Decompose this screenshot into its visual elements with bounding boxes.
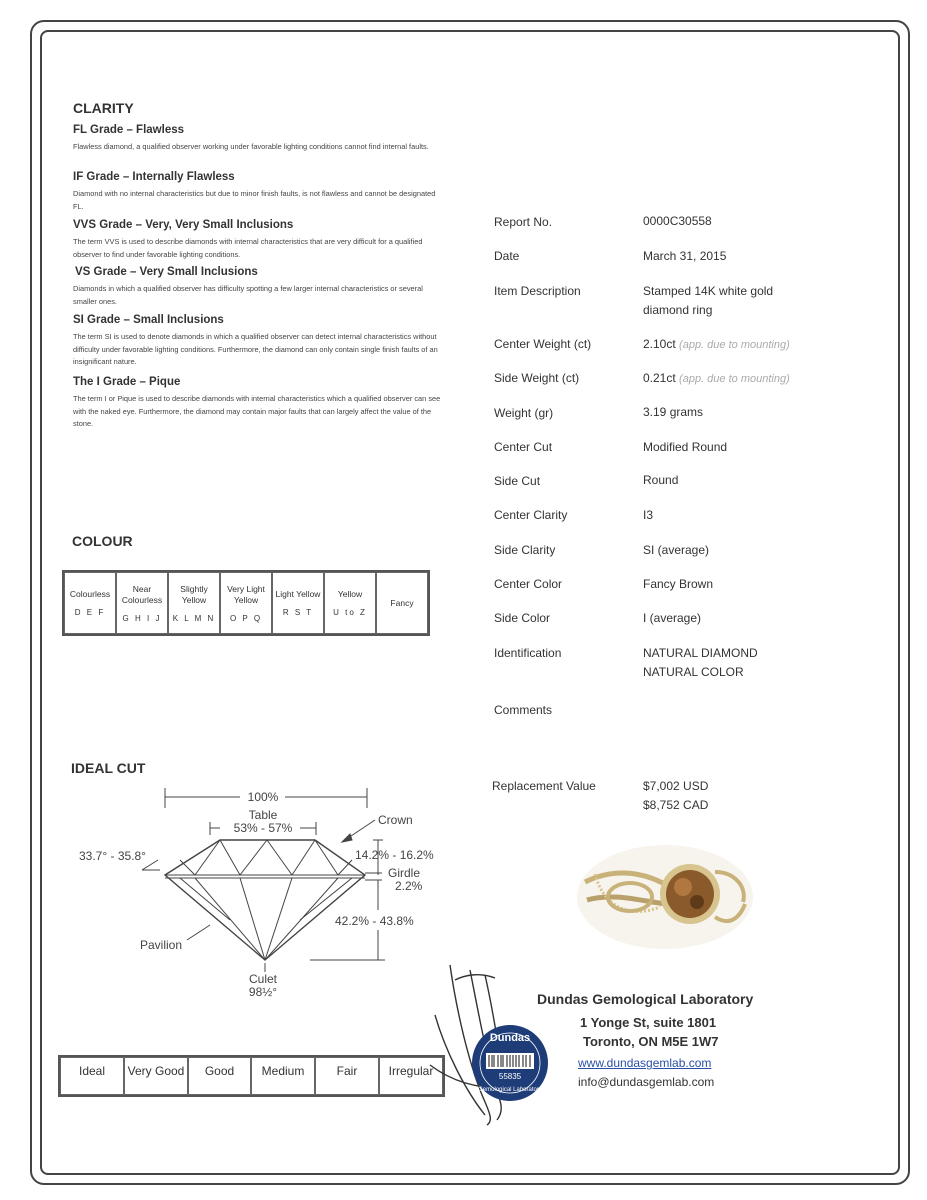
- report-label: Side Weight (ct): [494, 371, 580, 385]
- colour-name: Slightly Yellow: [180, 583, 208, 605]
- colour-scale-table: [62, 570, 430, 636]
- report-value: 3.19 grams: [643, 405, 704, 419]
- seal-top-text: Dundas: [489, 1032, 531, 1044]
- report-value: I (average): [643, 611, 702, 625]
- lab-website-link[interactable]: www.dundasgemlab.com: [578, 1056, 712, 1070]
- label-culet-angle: 98½°: [248, 985, 278, 999]
- clarity-grade-vs: VS Grade – Very Small Inclusions: [75, 266, 258, 278]
- label-culet: Culet: [248, 972, 278, 986]
- colour-letters: G H I J: [122, 613, 162, 623]
- colour-cell-slightly-yellow: [168, 572, 220, 634]
- cut-grade-good: Good: [188, 1057, 251, 1095]
- colour-name: Yellow: [337, 589, 363, 599]
- report-value: $7,002 USD: [643, 779, 709, 793]
- cut-grade-irregular: Irregular: [379, 1057, 443, 1095]
- report-label: Side Color: [494, 611, 551, 625]
- report-label: Side Cut: [494, 474, 541, 488]
- ideal-cut-title: IDEAL CUT: [71, 760, 146, 776]
- clarity-desc-vs: Diamonds in which a qualified observer has difficulty spotting a few larger internal characteristics or several smaller ones.: [73, 284, 423, 306]
- report-value: March 31, 2015: [643, 249, 727, 263]
- colour-letters: R S T: [282, 608, 314, 617]
- label-crown: Crown: [378, 813, 413, 827]
- report-value: 2.10ct: [643, 337, 676, 351]
- lab-name: Dundas Gemological Laboratory: [537, 991, 754, 1007]
- lab-address-line2: Toronto, ON M5E 1W7: [583, 1034, 719, 1049]
- report-value: 0000C30558: [643, 214, 712, 228]
- colour-name: Near Colourless: [121, 583, 163, 605]
- colour-letters: U to Z: [333, 608, 367, 617]
- label-pavilion: Pavilion: [140, 938, 183, 952]
- report-value: Fancy Brown: [643, 577, 714, 591]
- report-value: Round: [643, 473, 679, 487]
- clarity-title: CLARITY: [73, 100, 134, 116]
- clarity-grade-fl: FL Grade – Flawless: [73, 124, 185, 136]
- label-table: Table: [248, 808, 278, 822]
- clarity-grade-vvs: VVS Grade – Very, Very Small Inclusions: [73, 219, 294, 231]
- cut-grade-table: [58, 1055, 445, 1097]
- report-value: I3: [643, 508, 654, 522]
- label-pavilion-depth: 42.2% - 43.8%: [335, 914, 414, 928]
- report-value-secondary: NATURAL COLOR: [643, 665, 744, 679]
- diamond-proportions-diagram: [70, 780, 460, 1005]
- colour-name: Fancy: [390, 597, 414, 608]
- colour-name: Very Light Yellow: [227, 583, 265, 605]
- cut-grade-fair: Fair: [315, 1057, 379, 1095]
- label-table-range: 53% - 57%: [233, 821, 293, 835]
- colour-title: COLOUR: [72, 533, 133, 549]
- report-value: SI (average): [643, 543, 710, 557]
- report-label: Replacement Value: [492, 779, 596, 793]
- report-value: Stamped 14K white gold diamond ring: [643, 284, 774, 317]
- colour-cell-light-yellow: [272, 572, 324, 634]
- colour-cell-yellow: [324, 572, 376, 634]
- report-note: (app. due to mounting): [679, 339, 790, 351]
- label-total-width: 100%: [247, 790, 279, 804]
- clarity-desc-i: The term I or Pique is used to describe diamonds with internal characteristics which a qualified observer can see with the naked eye. Furthermore, the diamond may contain major faults that can largely affect the value of the stone.: [73, 394, 441, 428]
- report-label: Report No.: [494, 215, 553, 229]
- report-value: 0.21ct: [643, 371, 676, 385]
- colour-cell-very-light-yellow: [220, 572, 272, 634]
- label-crown-angle: 33.7° - 35.8°: [79, 849, 146, 863]
- clarity-grade-if: IF Grade – Internally Flawless: [73, 171, 235, 183]
- report-label: Item Description: [494, 284, 581, 298]
- label-crown-height: 14.2% - 16.2%: [355, 848, 434, 862]
- lab-seal: [470, 1023, 550, 1103]
- report-label: Comments: [494, 703, 553, 717]
- colour-letters: O P Q: [229, 613, 263, 623]
- report-label: Identification: [494, 646, 562, 660]
- ring-photo: [575, 842, 755, 952]
- clarity-grade-si: SI Grade – Small Inclusions: [73, 314, 224, 326]
- report-note: (app. due to mounting): [679, 373, 790, 385]
- seal-number: 55835: [498, 1072, 522, 1081]
- seal-bottom-text: Gemological Laboratory: [478, 1087, 542, 1093]
- colour-letters: D E F: [74, 608, 106, 617]
- clarity-desc-fl: Flawless diamond, a qualified observer working under favorable lighting conditions cannot find internal faults.: [73, 142, 429, 151]
- report-label: Center Clarity: [494, 508, 568, 522]
- cut-grade-ideal: Ideal: [60, 1057, 124, 1095]
- colour-cell-colourless: [64, 572, 116, 634]
- colour-cell-fancy: [376, 572, 428, 634]
- clarity-desc-si: The term SI is used to denote diamonds in which a qualified observer can detect internal characteristics without difficulty under favorable lighting conditions. Furthermore, the diamond can only contain single finish faults of an insignificant nature.: [73, 332, 438, 366]
- colour-letters: K L M N: [172, 613, 216, 623]
- report-label: Center Weight (ct): [494, 337, 592, 351]
- report-value: Modified Round: [643, 440, 728, 454]
- colour-name: Light Yellow: [275, 589, 321, 599]
- report-label: Center Cut: [494, 440, 553, 454]
- label-girdle: Girdle: [388, 866, 421, 880]
- report-label: Center Color: [494, 577, 563, 591]
- cut-grade-very-good: Very Good: [124, 1057, 188, 1095]
- clarity-grade-i: The I Grade – Pique: [73, 376, 181, 388]
- lab-address-line1: 1 Yonge St, suite 1801: [580, 1015, 717, 1030]
- report-label: Side Clarity: [494, 543, 556, 557]
- clarity-desc-vvs: The term VVS is used to describe diamonds with internal characteristics that are very difficult for a qualified observer to find under favorable lighting conditions.: [73, 237, 423, 259]
- label-girdle-value: 2.2%: [395, 879, 423, 893]
- colour-name: Colourless: [69, 589, 111, 599]
- report-value: NATURAL DIAMOND: [643, 646, 758, 660]
- colour-cell-near-colourless: [116, 572, 168, 634]
- report-value-secondary: $8,752 CAD: [643, 798, 709, 812]
- lab-email[interactable]: info@dundasgemlab.com: [578, 1075, 715, 1089]
- report-label: Date: [494, 249, 520, 263]
- report-label: Weight (gr): [494, 406, 554, 420]
- clarity-desc-if: Diamond with no internal characteristics but due to minor finish faults, is not flawless and cannot be designated FL.: [73, 189, 436, 211]
- cut-grade-medium: Medium: [251, 1057, 315, 1095]
